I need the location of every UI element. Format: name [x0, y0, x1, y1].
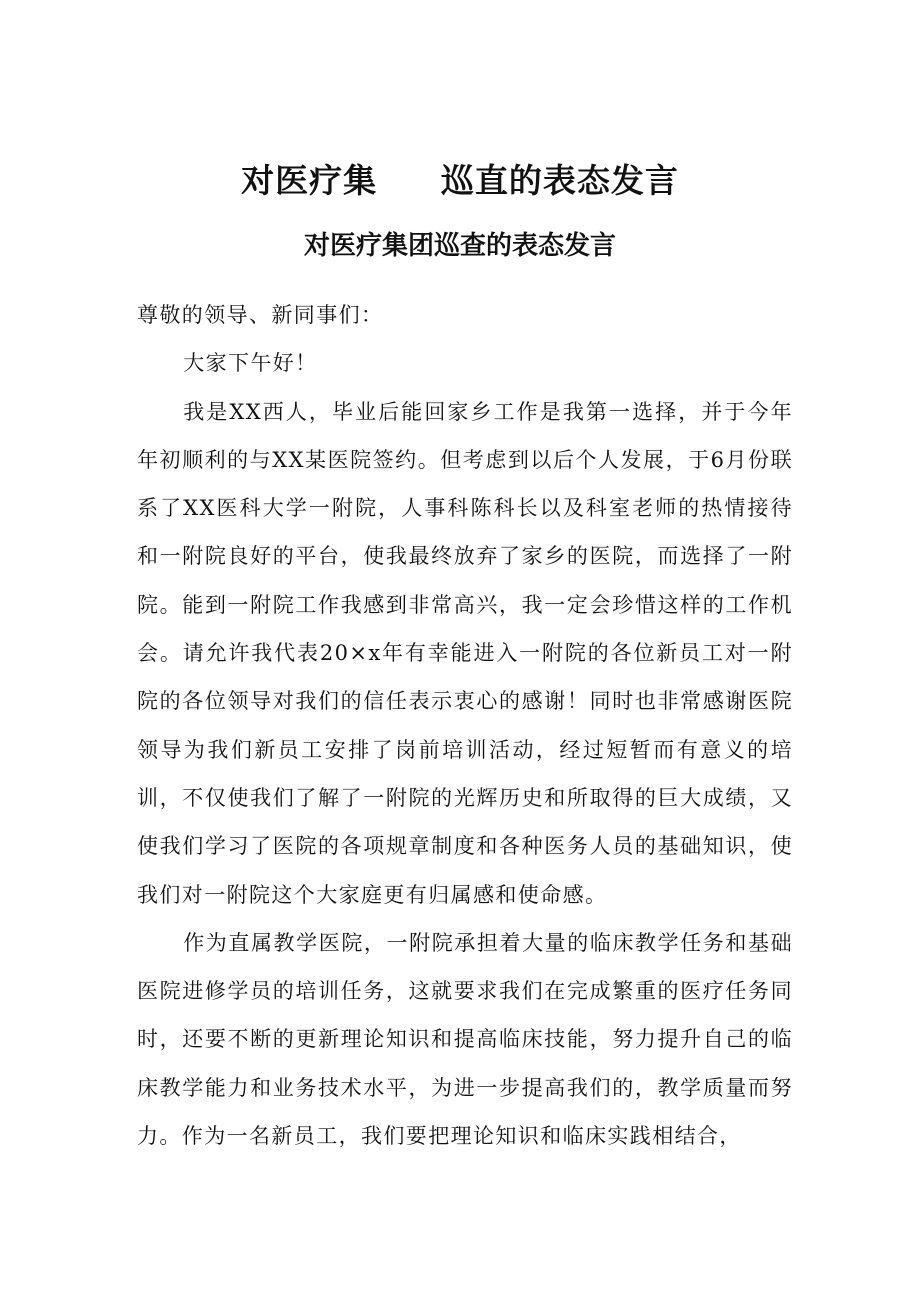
document-subtitle: 对医疗集团巡查的表态发言 — [303, 231, 616, 261]
paragraph-2: 作为直属教学医院，一附院承担着大量的临床教学任务和基础医院进修学员的培训任务，这就要求我们在完成繁重的医疗任务同时，还要不断的更新理论知识和提高临床技能，努力提升自己的临床教学能力和业务技术水平，为进一步提高我们的，教学质量而努力。作为一名新员工，我们要把理论知识和临床实践相结合， — [137, 930, 793, 1149]
document-body — [137, 291, 793, 1160]
greeting: 大家下午好！ — [183, 351, 318, 376]
paragraph-1: 我是XX西人，毕业后能回家乡工作是我第一选择，并于今年年初顺利的与XX某医院签约。但考虑到以后个人发展，于6月份联系了XX医科大学一附院，人事科陈科长以及科室老师的热情接待和一附院良好的平台，使我最终放弃了家乡的医院，而选择了一附院。能到一附院工作我感到非常高兴，我一定会珍惜这样的工作机会。请允许我代表20×x年有幸能进入一附院的各位新员工对一附院的各位领导对我们的信任表示衷心的感谢！同时也非常感谢医院领导为我们新员工安排了岗前培训活动，经过短暂而有意义的培训，不仅使我们了解了一附院的光辉历史和所取得的巨大成绩，又使我们学习了医院的各项规章制度和各种医务人员的基础知识，使我们对一附院这个大家庭更有归属感和使命感。 — [137, 399, 793, 907]
document-title: 对医疗集 巡直的表态发言 — [241, 161, 679, 200]
salutation: 尊敬的领导、新同事们： — [137, 303, 384, 327]
